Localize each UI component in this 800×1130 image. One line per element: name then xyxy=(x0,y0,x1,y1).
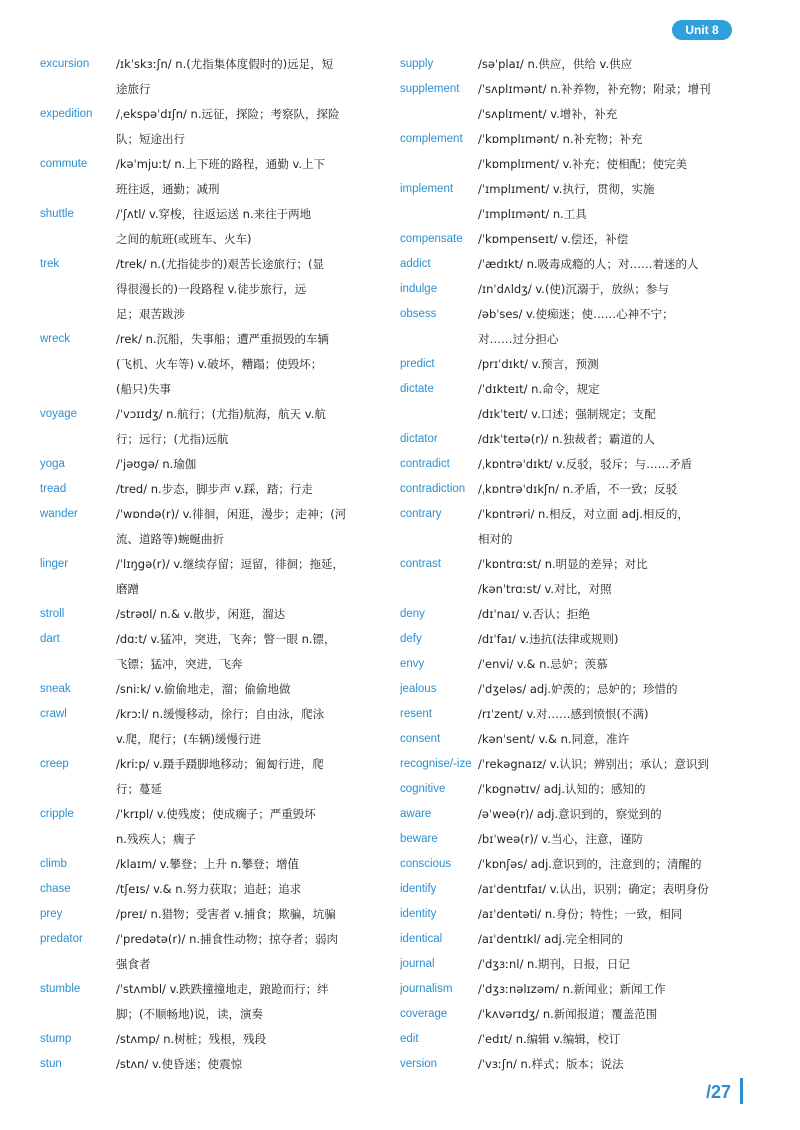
definition-line: /ɪnˈdʌldʒ/ v.(使)沉溺于，放纵；参与 xyxy=(478,282,669,296)
vocab-definition xyxy=(478,852,736,877)
vocab-word: expedition xyxy=(40,108,93,120)
vocab-entry xyxy=(40,1052,425,1077)
definition-line: /ˈkʌvərɪdʒ/ n.新闻报道；覆盖范围 xyxy=(478,1007,658,1021)
vocab-entry xyxy=(400,627,785,652)
vocab-entry xyxy=(400,902,785,927)
vocab-entry xyxy=(40,1027,425,1052)
vocab-word: contradict xyxy=(400,458,450,470)
vocab-word: shuttle xyxy=(40,208,74,220)
definition-line: /ˈdʒɜːnl/ n.期刊，日报，日记 xyxy=(478,957,630,971)
page-number: /27 xyxy=(706,1082,732,1102)
vocab-word: cripple xyxy=(40,808,74,820)
definition-line: /preɪ/ n.猎物；受害者 v.捕食；欺骗，坑骗 xyxy=(116,907,336,921)
vocab-definition xyxy=(116,627,378,677)
definition-line: /sniːk/ v.偷偷地走，溜；偷偷地做 xyxy=(116,682,291,696)
vocab-entry xyxy=(400,177,785,227)
vocab-definition xyxy=(478,1002,736,1027)
definition-line: 之间的航班(或班车、火车) xyxy=(116,232,252,246)
vocab-entry xyxy=(400,977,785,1002)
vocab-word: commute xyxy=(40,158,88,170)
vocab-definition xyxy=(116,1027,378,1052)
vocab-entry xyxy=(400,1002,785,1027)
definition-line: /dɑːt/ v.猛冲，突进，飞奔；瞥一眼 n.镖， xyxy=(116,632,336,646)
vocab-word: supply xyxy=(400,58,434,70)
vocab-word: climb xyxy=(40,858,67,870)
vocab-definition xyxy=(478,177,736,227)
vocab-definition xyxy=(478,552,736,602)
vocab-entry xyxy=(40,627,425,677)
vocab-word: chase xyxy=(40,883,71,895)
vocab-word: identity xyxy=(400,908,437,920)
vocab-word: supplement xyxy=(400,83,460,95)
definition-line: 相对的 xyxy=(478,532,513,546)
definition-line: /kəˈmjuːt/ n.上下班的路程，通勤 v.上下 xyxy=(116,157,326,171)
vocab-definition xyxy=(116,327,378,402)
definition-line: /ˈrekəgnaɪz/ v.认识；辨别出；承认；意识到 xyxy=(478,757,709,771)
definition-line: /ˈdʒɜːnəlɪzəm/ n.新闻业；新闻工作 xyxy=(478,982,666,996)
vocab-entry xyxy=(400,727,785,752)
definition-line: /dɪkˈteɪtə(r)/ n.独裁者；霸道的人 xyxy=(478,432,655,446)
vocab-word: predict xyxy=(400,358,435,370)
vocab-word: defy xyxy=(400,633,422,645)
vocab-word: contradiction xyxy=(400,483,466,495)
vocab-word: recognise/-ize xyxy=(400,758,472,770)
vocab-entry xyxy=(400,77,785,127)
vocab-entry xyxy=(40,677,425,702)
definition-line: /ˈjəʊgə/ n.瑜伽 xyxy=(116,457,197,471)
vocab-definition xyxy=(116,552,378,602)
vocab-word: dictator xyxy=(400,433,438,445)
definition-line: /ˈedɪt/ n.编辑 v.编辑，校订 xyxy=(478,1032,621,1046)
definition-line: 对……过分担心 xyxy=(478,332,559,346)
vocab-word: trek xyxy=(40,258,60,270)
definition-line: 得很漫长的)一段路程 v.徒步旅行，远 xyxy=(116,282,307,296)
vocab-entry xyxy=(400,952,785,977)
vocab-entry xyxy=(400,702,785,727)
definition-line: 行；蔓延 xyxy=(116,782,162,796)
vocab-definition xyxy=(478,777,736,802)
vocab-word: aware xyxy=(400,808,432,820)
vocab-definition xyxy=(116,202,378,252)
definition-line: /əˈweə(r)/ adj.意识到的，察觉到的 xyxy=(478,807,662,821)
vocab-entry xyxy=(400,552,785,602)
vocab-definition xyxy=(116,502,378,552)
definition-line: /ɪkˈskɜːʃn/ n.(尤指集体度假时的)远足，短 xyxy=(116,57,334,71)
vocab-definition xyxy=(478,602,736,627)
definition-line: /ˈdʒeləs/ adj.妒羡的；忌妒的；珍惜的 xyxy=(478,682,678,696)
vocab-word: deny xyxy=(400,608,425,620)
vocab-definition xyxy=(478,77,736,127)
vocab-word: contrary xyxy=(400,508,442,520)
definition-line: /aɪˈdentɪkl/ adj.完全相同的 xyxy=(478,932,623,946)
vocab-entry xyxy=(40,477,425,502)
definition-line: /stʌn/ v.使昏迷；使震惊 xyxy=(116,1057,243,1071)
vocab-definition xyxy=(478,277,736,302)
definition-line: /trek/ n.(尤指徒步的)艰苦长途旅行；(显 xyxy=(116,257,325,271)
vocab-word: identical xyxy=(400,933,443,945)
vocab-entry xyxy=(400,377,785,427)
definition-line: /kənˈsent/ v.& n.同意，准许 xyxy=(478,732,630,746)
vocab-entry xyxy=(40,552,425,602)
vocab-definition xyxy=(478,477,736,502)
definition-line: 班往返，通勤；减刑 xyxy=(116,182,220,196)
vocab-word: crawl xyxy=(40,708,67,720)
vocab-definition xyxy=(116,702,378,752)
vocab-word: voyage xyxy=(40,408,78,420)
vocab-entry xyxy=(40,102,425,152)
definition-line: /ˌkɒntrəˈdɪkt/ v.反驳，驳斥；与……矛盾 xyxy=(478,457,693,471)
vocab-definition xyxy=(478,702,736,727)
definition-line: /ˈvɔɪɪdʒ/ n.航行；(尤指)航海，航天 v.航 xyxy=(116,407,326,421)
unit-badge: Unit 8 xyxy=(672,20,732,40)
vocab-entry xyxy=(400,52,785,77)
vocab-entry xyxy=(400,1027,785,1052)
vocab-entry xyxy=(400,877,785,902)
vocab-entry xyxy=(40,752,425,802)
definition-line: 足；艰苦跋涉 xyxy=(116,307,185,321)
vocab-definition xyxy=(116,677,378,702)
vocab-definition xyxy=(478,652,736,677)
vocab-entry xyxy=(400,352,785,377)
vocab-entry xyxy=(400,777,785,802)
vocab-entry xyxy=(400,1052,785,1077)
vocab-definition xyxy=(478,952,736,977)
vocab-definition xyxy=(116,1052,378,1077)
definition-line: /strəʊl/ n.& v.散步，闲逛，溜达 xyxy=(116,607,286,621)
vocab-definition xyxy=(478,1027,736,1052)
vocab-word: stun xyxy=(40,1058,62,1070)
definition-line: /ˈsʌplɪmənt/ n.补养物，补充物；附录；增刊 xyxy=(478,82,711,96)
vocab-entry xyxy=(400,277,785,302)
vocab-entry xyxy=(400,827,785,852)
definition-line: /əbˈses/ v.使痴迷；使……心神不宁； xyxy=(478,307,674,321)
vocab-word: addict xyxy=(400,258,431,270)
vocab-word: resent xyxy=(400,708,432,720)
vocab-definition xyxy=(478,977,736,1002)
vocab-word: indulge xyxy=(400,283,438,295)
definition-line: /ˈenvi/ v.& n.忌妒；羡慕 xyxy=(478,657,608,671)
definition-line: 流、道路等)蜿蜒曲折 xyxy=(116,532,224,546)
definition-line: /ˈkrɪpl/ v.使残废；使成瘸子；严重毁坏 xyxy=(116,807,316,821)
vocab-word: beware xyxy=(400,833,438,845)
vocab-word: contrast xyxy=(400,558,441,570)
vocab-definition xyxy=(116,877,378,902)
vocab-definition xyxy=(478,227,736,252)
definition-line: v.爬，爬行；(车辆)缓慢行进 xyxy=(116,732,262,746)
vocab-entry xyxy=(40,802,425,852)
vocab-entry xyxy=(400,802,785,827)
vocab-entry xyxy=(40,702,425,752)
vocab-entry xyxy=(40,327,425,402)
vocab-definition xyxy=(116,477,378,502)
definition-line: 途旅行 xyxy=(116,82,151,96)
vocab-entry xyxy=(40,927,425,977)
vocab-entry xyxy=(40,902,425,927)
definition-line: /dɪˈnaɪ/ v.否认；拒绝 xyxy=(478,607,590,621)
vocab-definition xyxy=(478,352,736,377)
vocab-entry xyxy=(400,252,785,277)
vocab-word: sneak xyxy=(40,683,71,695)
definition-line: /klaɪm/ v.攀登；上升 n.攀登；增值 xyxy=(116,857,299,871)
vocab-entry xyxy=(40,402,425,452)
definition-line: /ˈkɒmplɪment/ v.补充；使相配；使完美 xyxy=(478,157,688,171)
definition-line: /aɪˈdentɪfaɪ/ v.认出，识别；确定；表明身份 xyxy=(478,882,709,896)
definition-line: /ˈlɪŋgə(r)/ v.继续存留；逗留，徘徊；拖延， xyxy=(116,557,344,571)
definition-line: /ˈkɒnʃəs/ adj.意识到的，注意到的；清醒的 xyxy=(478,857,702,871)
vocab-entry xyxy=(40,452,425,477)
definition-line: /bɪˈweə(r)/ v.当心，注意，谨防 xyxy=(478,832,643,846)
vocab-word: complement xyxy=(400,133,463,145)
definition-line: (船只)失事 xyxy=(116,382,171,396)
vocab-entry xyxy=(40,877,425,902)
vocab-definition xyxy=(116,252,378,327)
definition-line: 脚；(不顺畅地)说，读，演奏 xyxy=(116,1007,263,1021)
definition-line: /ˈɪmplɪmənt/ n.工具 xyxy=(478,207,587,221)
definition-line: /ˈsʌplɪment/ v.增补，补充 xyxy=(478,107,618,121)
vocab-entry xyxy=(400,127,785,177)
vocab-word: envy xyxy=(400,658,425,670)
definition-line: /prɪˈdɪkt/ v.预言，预测 xyxy=(478,357,599,371)
vocab-definition xyxy=(478,677,736,702)
vocab-word: predator xyxy=(40,933,83,945)
vocab-definition xyxy=(478,927,736,952)
vocab-word: journal xyxy=(400,958,435,970)
vocab-word: edit xyxy=(400,1033,419,1045)
vocab-word: version xyxy=(400,1058,438,1070)
vocab-entry xyxy=(400,602,785,627)
vocab-word: stroll xyxy=(40,608,65,620)
definition-line: /ˈstʌmbl/ v.跌跌撞撞地走，踉跄而行；绊 xyxy=(116,982,329,996)
definition-line: /dɪˈfaɪ/ v.违抗(法律或规则) xyxy=(478,632,619,646)
vocab-word: dart xyxy=(40,633,60,645)
vocab-definition xyxy=(116,902,378,927)
vocab-definition xyxy=(116,927,378,977)
vocab-definition xyxy=(478,302,736,352)
vocab-entry xyxy=(40,602,425,627)
definition-line: /dɪkˈteɪt/ v.口述；强制规定；支配 xyxy=(478,407,656,421)
definition-line: /stʌmp/ n.树桩；残根，残段 xyxy=(116,1032,267,1046)
definition-line: (飞机、火车等) v.破坏，糟蹋；使毁坏； xyxy=(116,357,323,371)
vocab-entry xyxy=(40,52,425,102)
vocab-definition xyxy=(478,877,736,902)
vocab-entry xyxy=(40,977,425,1027)
vocab-definition xyxy=(478,502,736,552)
definition-line: /ˈpredətə(r)/ n.捕食性动物；掠夺者；弱肉 xyxy=(116,932,339,946)
vocab-definition xyxy=(478,377,736,427)
definition-line: 行；远行；(尤指)远航 xyxy=(116,432,229,446)
vocab-word: compensate xyxy=(400,233,463,245)
vocab-entry xyxy=(40,502,425,552)
definition-line: /kriːp/ v.蹑手蹑脚地移动；匍匐行进，爬 xyxy=(116,757,324,771)
vocab-entry xyxy=(400,852,785,877)
definition-line: /tʃeɪs/ v.& n.努力获取；追赶；追求 xyxy=(116,882,302,896)
vocab-entry xyxy=(400,652,785,677)
vocab-word: dictate xyxy=(400,383,434,395)
vocab-entry xyxy=(400,927,785,952)
definition-line: /kənˈtrɑːst/ v.对比，对照 xyxy=(478,582,612,596)
definition-line: /aɪˈdentəti/ n.身份；特性；一致，相同 xyxy=(478,907,683,921)
vocab-definition xyxy=(478,827,736,852)
vocab-word: conscious xyxy=(400,858,452,870)
vocab-definition xyxy=(478,52,736,77)
vocab-entry xyxy=(400,752,785,777)
vocab-definition xyxy=(478,452,736,477)
vocab-word: prey xyxy=(40,908,63,920)
definition-line: /ˈʃʌtl/ v.穿梭，往返运送 n.来往于两地 xyxy=(116,207,312,221)
definition-line: /ˈkɒmplɪmənt/ n.补充物；补充 xyxy=(478,132,643,146)
vocab-word: identify xyxy=(400,883,437,895)
vocab-definition xyxy=(478,902,736,927)
vocab-word: stumble xyxy=(40,983,81,995)
vocab-entry xyxy=(400,302,785,352)
definition-line: /ˈkɒntrəri/ n.相反，对立面 adj.相反的， xyxy=(478,507,689,521)
definition-line: /ˈkɒntrɑːst/ n.明显的差异；对比 xyxy=(478,557,648,571)
vocab-word: tread xyxy=(40,483,67,495)
definition-line: /rek/ n.沉船，失事船；遭严重损毁的车辆 xyxy=(116,332,330,346)
vocab-entry xyxy=(400,452,785,477)
definition-line: /krɔːl/ n.缓慢移动，徐行；自由泳，爬泳 xyxy=(116,707,325,721)
vocab-word: obsess xyxy=(400,308,437,320)
definition-line: /ˈdɪkteɪt/ n.命令，规定 xyxy=(478,382,600,396)
vocab-definition xyxy=(116,152,378,202)
page-number-bar xyxy=(740,1078,743,1104)
vocab-definition xyxy=(116,52,378,102)
definition-line: 飞镖；猛冲，突进，飞奔 xyxy=(116,657,243,671)
definition-line: /ˈɪmplɪment/ v.执行，贯彻，实施 xyxy=(478,182,655,196)
vocab-definition xyxy=(116,977,378,1027)
vocab-definition xyxy=(116,402,378,452)
vocab-entry xyxy=(40,852,425,877)
definition-line: /tred/ n.步态，脚步声 v.踩，踏；行走 xyxy=(116,482,313,496)
vocab-entry xyxy=(40,152,425,202)
vocab-definition xyxy=(478,627,736,652)
definition-line: 队；短途出行 xyxy=(116,132,185,146)
vocab-definition xyxy=(478,127,736,177)
definition-line: /ˌekspəˈdɪʃn/ n.远征，探险；考察队，探险 xyxy=(116,107,340,121)
vocab-definition xyxy=(478,727,736,752)
vocab-definition xyxy=(478,427,736,452)
vocab-definition xyxy=(116,802,378,852)
vocab-word: wander xyxy=(40,508,78,520)
vocab-word: excursion xyxy=(40,58,90,70)
definition-line: 强食者 xyxy=(116,957,151,971)
vocab-definition xyxy=(478,252,736,277)
vocab-word: jealous xyxy=(400,683,437,695)
definition-line: /rɪˈzent/ v.对……感到愤恨(不满) xyxy=(478,707,649,721)
vocab-definition xyxy=(116,602,378,627)
vocab-entry xyxy=(400,427,785,452)
vocab-entry xyxy=(40,202,425,252)
vocab-word: coverage xyxy=(400,1008,448,1020)
definition-line: /ˈwɒndə(r)/ v.徘徊，闲逛，漫步；走神；(河 xyxy=(116,507,347,521)
definition-line: /ˈkɒmpenseɪt/ v.偿还，补偿 xyxy=(478,232,629,246)
vocab-definition xyxy=(116,102,378,152)
vocab-entry xyxy=(400,677,785,702)
vocab-word: stump xyxy=(40,1033,72,1045)
definition-line: 磨蹭 xyxy=(116,582,139,596)
vocab-entry xyxy=(400,477,785,502)
vocab-word: implement xyxy=(400,183,454,195)
vocab-word: journalism xyxy=(400,983,453,995)
vocab-word: creep xyxy=(40,758,69,770)
definition-line: /ˈkɒgnətɪv/ adj.认知的；感知的 xyxy=(478,782,646,796)
vocab-definition xyxy=(478,752,736,777)
definition-line: n.残疾人；瘸子 xyxy=(116,832,196,846)
definition-line: /ˈædɪkt/ n.吸毒成瘾的人；对……着迷的人 xyxy=(478,257,699,271)
vocab-entry xyxy=(40,252,425,327)
definition-line: /səˈplaɪ/ n.供应，供给 v.供应 xyxy=(478,57,633,71)
vocab-word: consent xyxy=(400,733,441,745)
vocab-definition xyxy=(478,1052,736,1077)
vocab-entry xyxy=(400,227,785,252)
definition-line: /ˈvɜːʃn/ n.样式；版本；说法 xyxy=(478,1057,624,1071)
vocab-definition xyxy=(116,452,378,477)
vocab-word: wreck xyxy=(40,333,71,345)
vocab-definition xyxy=(116,852,378,877)
vocab-word: yoga xyxy=(40,458,65,470)
definition-line: /ˌkɒntrəˈdɪkʃn/ n.矛盾，不一致；反驳 xyxy=(478,482,678,496)
vocab-word: cognitive xyxy=(400,783,446,795)
vocab-entry xyxy=(400,502,785,552)
vocab-definition xyxy=(116,752,378,802)
vocab-definition xyxy=(478,802,736,827)
vocab-word: linger xyxy=(40,558,69,570)
